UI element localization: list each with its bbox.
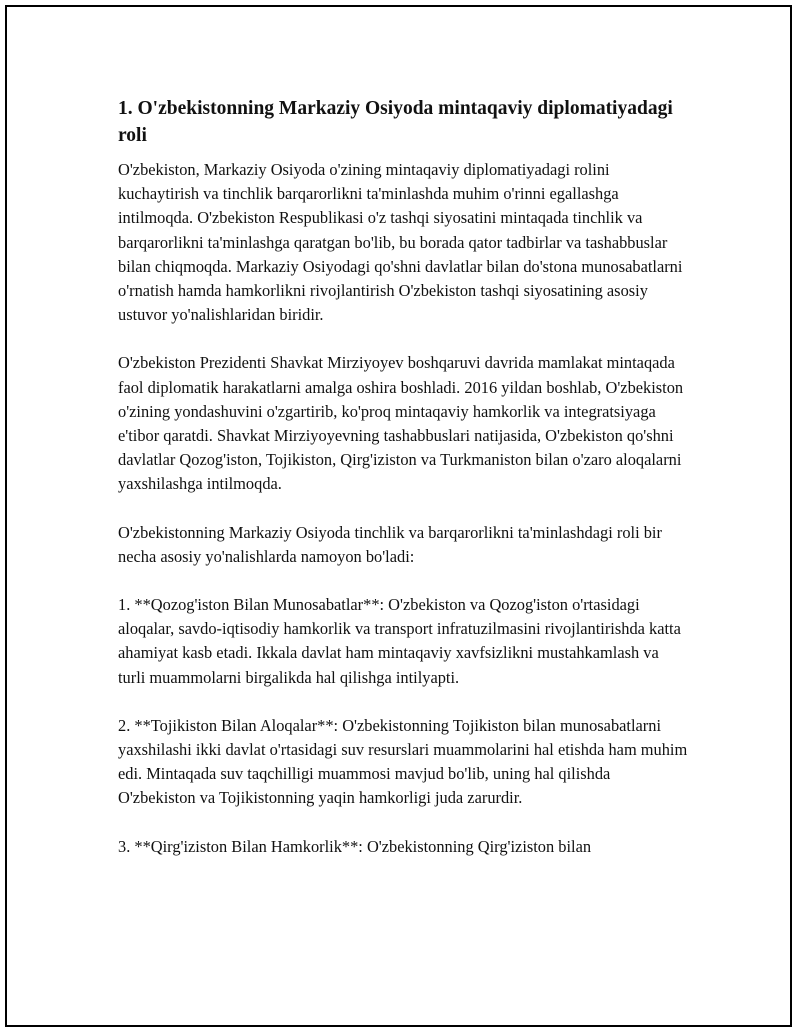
list-item-tajikistan: 2. **Tojikiston Bilan Aloqalar**: O'zbekistonning Tojikiston bilan munosabatlarni yaxshilashi ikki davlat o'rtasidagi suv resurslari muammolarini hal etishda ham muhim edi. Mintaqada suv taqchilligi muammosi mavjud bo'lib, uning hal qilishda O'zbekiston va Tojikistonning yaqin hamkorligi juda zarurdir. [118, 715, 688, 808]
paragraph-directions: O'zbekistonning Markaziy Osiyoda tinchlik va barqarorlikni ta'minlashdagi roli bir necha asosiy yo'nalishlarda namoyon bo'ladi: [118, 522, 662, 566]
paragraph-president: O'zbekiston Prezidenti Shavkat Mirziyoyev boshqaruvi davrida mamlakat mintaqada faol diplomatik harakatlarni amalga oshira boshladi. 2016 yildan boshlab, O'zbekiston o'zining yondashuvini o'zgartirib, ko'proq mintaqaviy hamkorlik va integratsiyaga e'tibor qaratdi. Shavkat Mirziyoyevning tashabbuslari natijasida, O'zbekiston qo'shni davlatlar Qozog'iston, Tojikiston, Qirg'iziston va Turkmaniston bilan o'zaro aloqalarni yaxshilashga intilmoqda. [118, 353, 684, 494]
list-item-kyrgyzstan: 3. **Qirg'iziston Bilan Hamkorlik**: O'zbekistonning Qirg'iziston bilan [118, 836, 592, 856]
section-heading: 1. O'zbekistonning Markaziy Osiyoda mintaqaviy diplomatiyadagi roli [118, 98, 673, 146]
paragraph-intro: O'zbekiston, Markaziy Osiyoda o'zining mintaqaviy diplomatiyadagi rolini kuchaytirish va tinchlik barqarorlikni ta'minlashda muhim o'rinni egallashga intilmoqda. O'zbekiston Respublikasi o'z tashqi siyosatini mintaqada tinchlik va barqarorlikni ta'minlashga qaratgan bo'lib, bu borada qator tadbirlar va tashabbuslar bilan chiqmoqda. Markaziy Osiyodagi qo'shni davlatlar bilan do'stona munosabatlarni o'rnatish hamda hamkorlikni rivojlantirish O'zbekiston tashqi siyosatining asosiy ustuvor yo'nalishlaridan biridir. [118, 160, 683, 325]
document-body [118, 95, 688, 883]
list-item-kazakhstan: 1. **Qozog'iston Bilan Munosabatlar**: O'zbekiston va Qozog'iston o'rtasidagi aloqalar, savdo-iqtisodiy hamkorlik va transport infratuzilmasini rivojlantirishda katta ahamiyat kasb etadi. Ikkala davlat ham mintaqaviy xavfsizlikni mustahkamlash va turli muammolarni birgalikda hal qilishga intilyapti. [118, 595, 681, 687]
